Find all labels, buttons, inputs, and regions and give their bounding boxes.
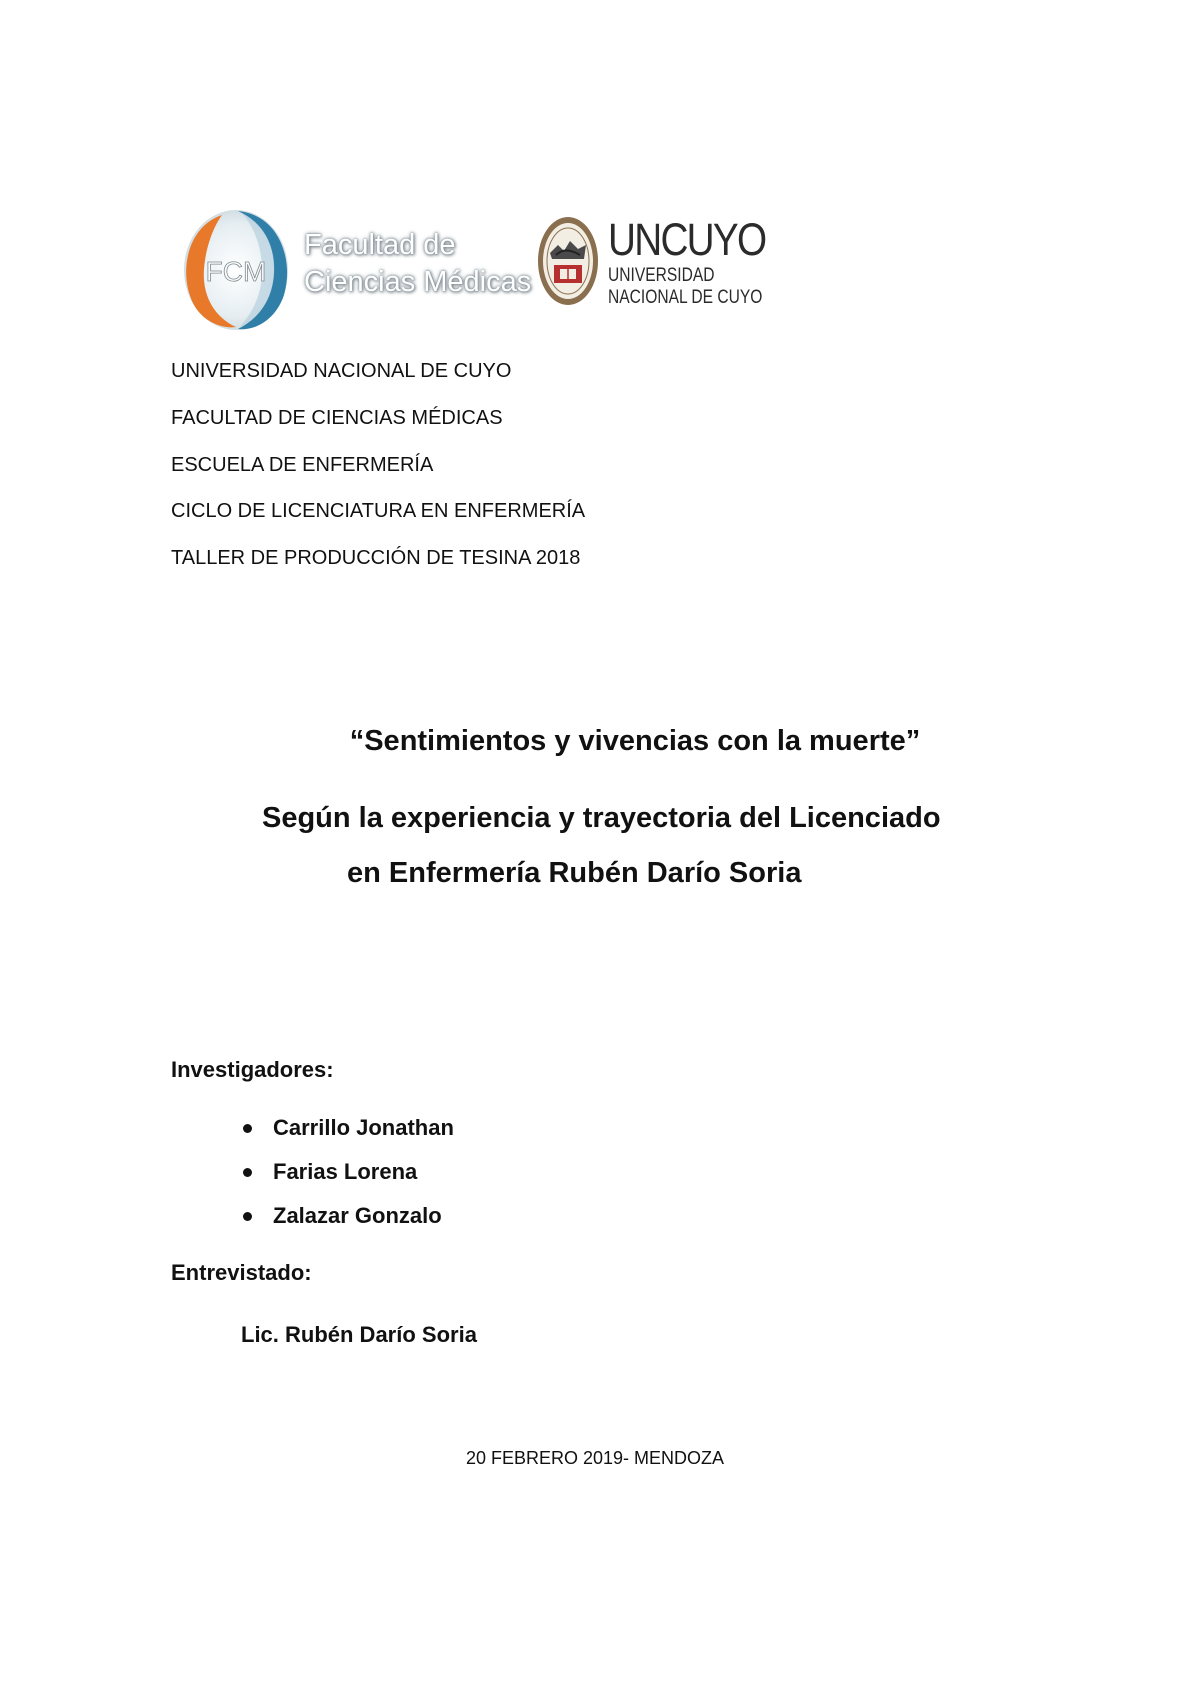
institution-line-university: UNIVERSIDAD NACIONAL DE CUYO bbox=[171, 360, 512, 382]
researcher-name: Farias Lorena bbox=[273, 1159, 418, 1184]
interviewee-name: Lic. Rubén Darío Soria bbox=[241, 1322, 477, 1347]
uncuyo-subtitle bbox=[608, 265, 762, 309]
institution-line-school: ESCUELA DE ENFERMERÍA bbox=[171, 454, 434, 476]
uncuyo-subtitle-line-1: UNIVERSIDAD bbox=[608, 265, 715, 286]
fcm-logo-text bbox=[304, 227, 531, 301]
fcm-logo bbox=[176, 205, 532, 335]
interviewee-label: Entrevistado: bbox=[171, 1260, 312, 1285]
document-title: “Sentimientos y vivencias con la muerte” bbox=[349, 725, 921, 757]
bullet-icon bbox=[243, 1168, 252, 1177]
uncuyo-wordmark: UNCUYO bbox=[608, 214, 766, 265]
researcher-name: Carrillo Jonathan bbox=[273, 1115, 454, 1140]
fcm-logo-line-2: Ciencias Médicas bbox=[304, 266, 532, 298]
bullet-icon bbox=[243, 1212, 252, 1221]
institution-line-cycle: CICLO DE LICENCIATURA EN ENFERMERÍA bbox=[171, 500, 586, 522]
researcher-name: Zalazar Gonzalo bbox=[273, 1203, 442, 1228]
fcm-logo-line-1: Facultad de bbox=[304, 229, 456, 261]
researchers-label: Investigadores: bbox=[171, 1057, 334, 1082]
institution-line-faculty: FACULTAD DE CIENCIAS MÉDICAS bbox=[171, 407, 503, 429]
uncuyo-subtitle-line-2: NACIONAL DE CUYO bbox=[608, 287, 763, 308]
fcm-emblem-icon bbox=[176, 205, 296, 335]
uncuyo-seal-icon bbox=[536, 215, 600, 311]
institution-line-workshop: TALLER DE PRODUCCIÓN DE TESINA 2018 bbox=[171, 547, 581, 569]
fcm-emblem-text: FCM bbox=[205, 256, 267, 287]
document-date: 20 FEBRERO 2019- MENDOZA bbox=[465, 1448, 725, 1468]
bullet-icon bbox=[243, 1124, 252, 1133]
uncuyo-logo bbox=[536, 213, 776, 313]
document-subtitle-line-1: Según la experiencia y trayectoria del Licenciado bbox=[262, 802, 941, 834]
document-subtitle-line-2: en Enfermería Rubén Darío Soria bbox=[347, 857, 802, 889]
